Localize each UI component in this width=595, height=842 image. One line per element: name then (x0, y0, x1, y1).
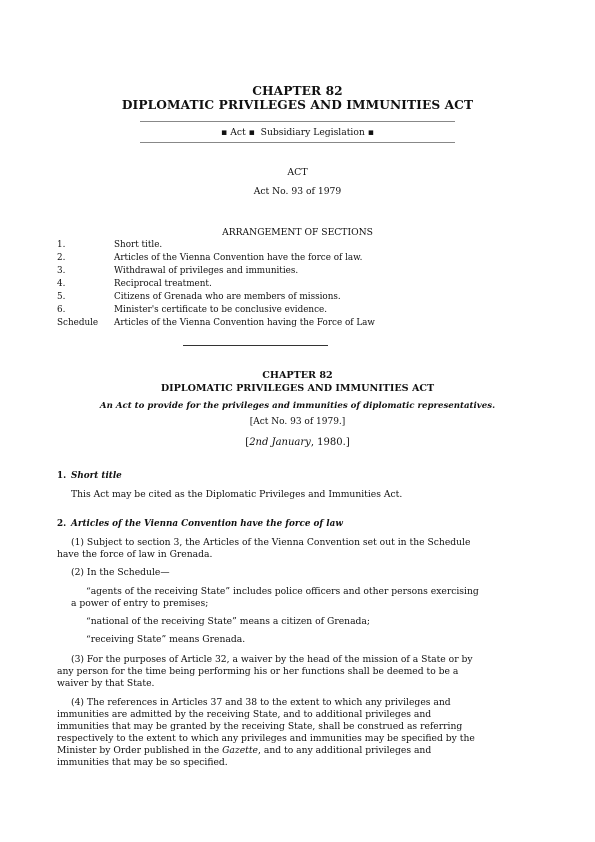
s2-p1-line2: have the force of law in Grenada. (57, 549, 213, 560)
toc-item-label: Short title. (114, 240, 163, 250)
toc-item-number: 4. (57, 279, 66, 289)
toc-item-number: 6. (57, 305, 66, 315)
section-2-heading (57, 519, 343, 529)
s2-def-agents-line2: a power of entry to premises; (71, 598, 209, 609)
chapter-heading: CHAPTER 82 (252, 84, 343, 98)
s2-p3-line1: (3) For the purposes of Article 32, a waiver by the head of the mission of a State or by (71, 654, 473, 665)
s2-def-agents-line1: “agents of the receiving State” includes police officers and other persons exercising (86, 586, 479, 597)
toc-item-label: Citizens of Grenada who are members of missions. (114, 292, 341, 302)
commencement-date-italic: 2nd January (249, 437, 311, 448)
subsidiary-legislation-link[interactable]: Subsidiary Legislation (260, 127, 365, 138)
act-reference: [Act No. 93 of 1979.] (249, 417, 346, 427)
top-rule (140, 121, 455, 122)
s2-p3-line2: any person for the time being performing his or her functions shall be deemed to be a (57, 666, 459, 677)
bullet-icon: ▪ (248, 127, 255, 138)
toc-item-label: Articles of the Vienna Convention have the force of law. (114, 253, 363, 263)
act-number: Act No. 93 of 1979 (253, 186, 342, 197)
toc-item-label: Withdrawal of privileges and immunities. (114, 266, 299, 276)
s2-p3-line3: waiver by that State. (57, 678, 155, 689)
s2-p4-line6: immunities that may be so specified. (57, 757, 228, 768)
s2-p4-line5: Minister by Order published in the Gazette, and to any additional privileges and (57, 745, 432, 756)
bullet-icon: ▪ (221, 127, 228, 138)
act-title-heading: DIPLOMATIC PRIVILEGES AND IMMUNITIES ACT (121, 98, 474, 112)
long-title: An Act to provide for the privileges and immunities of diplomatic representatives. (99, 401, 496, 411)
toc-item-label: Reciprocal treatment. (114, 279, 212, 289)
section-number: 2. (57, 519, 67, 529)
toc-item-label: Minister's certificate to be conclusive evidence. (114, 305, 328, 315)
bullet-icon: ▪ (367, 127, 374, 138)
toc-item-number: 1. (57, 240, 66, 250)
s2-p2: (2) In the Schedule— (71, 567, 170, 578)
toc-item-number: 2. (57, 253, 66, 263)
s2-def-receiving-state: “receiving State” means Grenada. (86, 634, 246, 645)
main-act-title: DIPLOMATIC PRIVILEGES AND IMMUNITIES ACT (160, 383, 435, 394)
toc-item-number: 5. (57, 292, 66, 302)
section-1-heading (57, 471, 122, 481)
gazette-reference: Gazette (222, 745, 258, 756)
bottom-rule (140, 142, 455, 143)
toc-item-number: Schedule (57, 318, 99, 328)
section-title: Short title (71, 471, 122, 481)
section-number: 1. (57, 471, 67, 481)
commencement-date: [2nd January, 1980.] (245, 437, 350, 448)
section-title: Articles of the Vienna Convention have the force of law (71, 519, 343, 529)
act-heading: ACT (287, 167, 308, 178)
toc-item-number: 3. (57, 266, 66, 276)
toc-item-label: Articles of the Vienna Convention having the Force of Law (114, 318, 375, 328)
arrangement-heading: ARRANGEMENT OF SECTIONS (222, 227, 373, 238)
s2-p4-line1: (4) The references in Articles 37 and 38 to the extent to which any privileges and (71, 697, 451, 708)
act-link[interactable]: Act (230, 127, 246, 138)
nav-links (0, 127, 595, 138)
s2-p4-line2: immunities are admitted by the receiving State, and to additional privileges and (57, 709, 432, 720)
s2-p1-line1: (1) Subject to section 3, the Articles of the Vienna Convention set out in the Schedule (71, 537, 471, 548)
s2-def-national: “national of the receiving State” means a citizen of Grenada; (86, 616, 371, 627)
s2-p4-line3: immunities that may be granted by the receiving State, shall be construed as referring (57, 721, 463, 732)
section-divider (183, 345, 328, 346)
section-1-text: This Act may be cited as the Diplomatic Privileges and Immunities Act. (71, 489, 403, 500)
main-chapter-heading: CHAPTER 82 (262, 370, 333, 381)
s2-p4-line4: respectively to the extent to which any privileges and immunities may be specified by the (57, 733, 475, 744)
